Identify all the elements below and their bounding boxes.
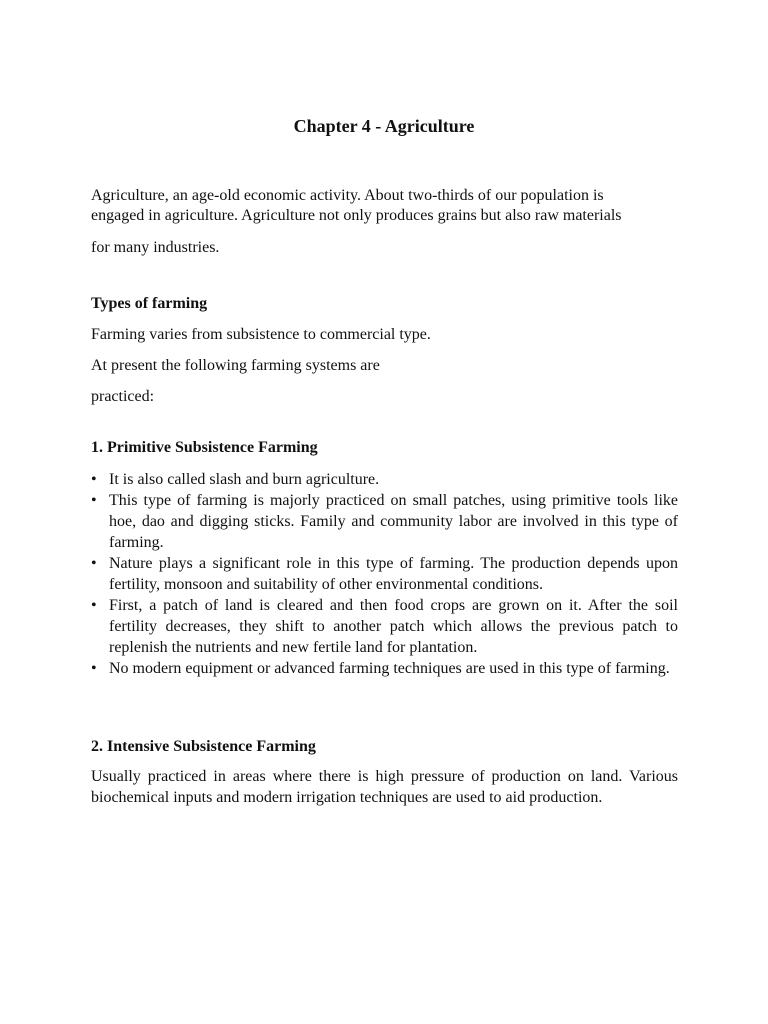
bullet-item: • It is also called slash and burn agriculture. [91,469,678,490]
bullet-item: • This type of farming is majorly practiced on small patches, using primitive tools like hoe, dao and digging sticks. Family and community labor are involved in this type of farming. [91,490,678,553]
intro-line: engaged in agriculture. Agriculture not only produces grains but also raw materials [91,207,622,224]
intro-line: Agriculture, an age-old economic activity. About two-thirds of our population is [91,187,604,204]
bullet-item: • No modern equipment or advanced farming techniques are used in this type of farming. [91,658,678,679]
bullet-item: • Nature plays a significant role in this type of farming. The production depends upon fertility, monsoon and suitability of other environmental conditions. [91,553,678,595]
section2-paragraph: Usually practiced in areas where there is high pressure of production on land. Various biochemical inputs and modern irrigation techniques are used to aid production. [91,768,678,806]
types-heading: Types of farming [91,295,208,312]
bullet-item: • First, a patch of land is cleared and then food crops are grown on it. After the soil fertility decreases, they shift to another patch which allows the previous patch to replenish the nutrients and new fertile land for plantation. [91,595,678,658]
section2-heading: 2. Intensive Subsistence Farming [91,738,316,755]
intro-line: for many industries. [91,239,220,256]
section1-bullet-list [91,469,678,679]
types-line: practiced: [91,388,155,405]
types-line: At present the following farming systems are [91,357,380,374]
chapter-title: Chapter 4 - Agriculture [293,116,475,136]
section1-heading: 1. Primitive Subsistence Farming [91,439,318,456]
types-line: Farming varies from subsistence to commercial type. [91,326,431,343]
intro-paragraph [91,186,681,258]
